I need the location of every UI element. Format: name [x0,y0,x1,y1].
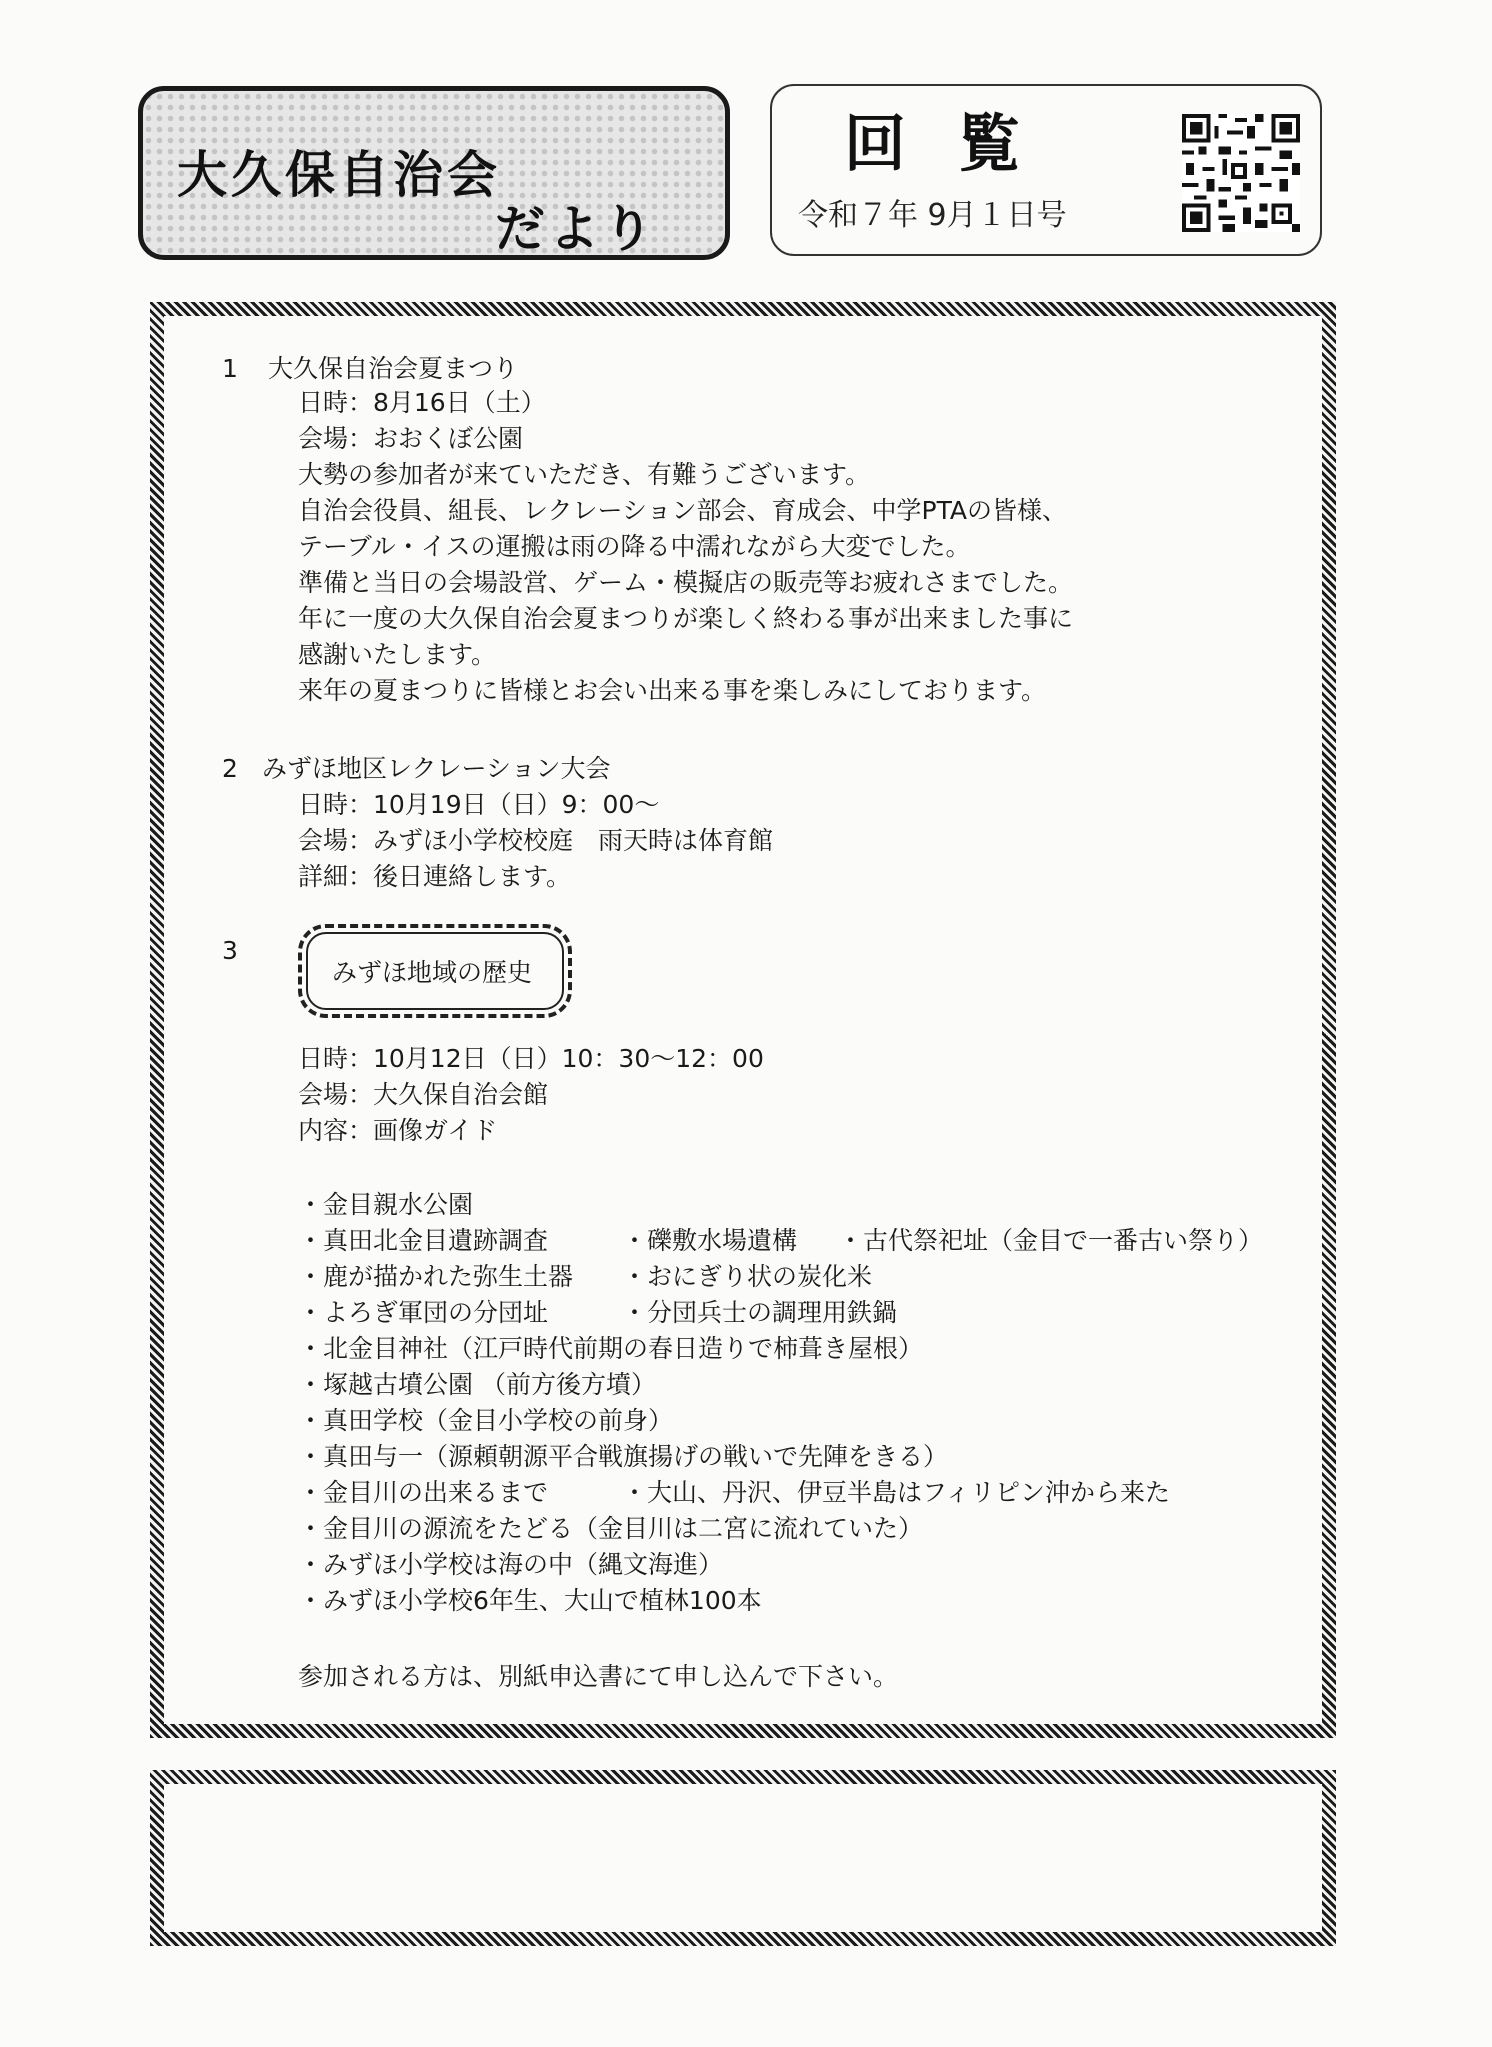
section3-line: 日時：10月12日（日）10：30～12：00 [298,1044,764,1073]
bullet-item: ・真田与一（源頼朝源平合戦旗揚げの戦いで先陣をきる） [298,1442,949,1471]
section1-line: 大勢の参加者が来ていただき、有難うございます。 [298,460,871,489]
bullet-item: ・みずほ小学校6年生、大山で植林100本 [298,1586,762,1615]
circulation-box [770,84,1322,256]
section3-title-box [298,924,572,1018]
section3-title: みずほ地域の歴史 [332,958,533,987]
section1-line: テーブル・イスの運搬は雨の降る中濡れながら大変でした。 [298,532,971,561]
bullet-item: ・よろぎ軍団の分団址 [298,1298,549,1327]
bullet-item: ・金目川の出来るまで [298,1478,549,1507]
circulate-label: 回覧 [844,107,1073,180]
bullet-item: ・金目川の源流をたどる（金目川は二宮に流れていた） [298,1514,924,1543]
section3-number: 3 [222,936,238,965]
section1-number: 1 [222,354,238,383]
section1-line: 会場：おおくぼ公園 [298,424,524,453]
bullet-item: ・みずほ小学校は海の中（縄文海進） [298,1550,724,1579]
bullet-item: ・大山、丹沢、伊豆半島はフィリピン沖から来た [622,1478,1171,1507]
section1-line: 準備と当日の会場設営、ゲーム・模擬店の販売等お疲れさまでした。 [298,568,1074,597]
bullet-item: ・礫敷水場遺構 [622,1226,798,1255]
newsletter-title-box [138,86,730,260]
issue-date: 令和７年 9月１日号 [798,198,1067,233]
section1-title: 大久保自治会夏まつり [268,354,519,383]
qr-code-icon [1182,114,1300,232]
bullet-item: ・金目親水公園 [298,1190,474,1219]
section2-line: 日時：10月19日（日）9：00～ [298,790,660,819]
section2-line: 会場：みずほ小学校校庭 雨天時は体育館 [298,826,774,855]
section2-number: 2 [222,754,238,783]
bullet-item: ・古代祭祀址（金目で一番古い祭り） [838,1226,1264,1255]
section1-line: 来年の夏まつりに皆様とお会い出来る事を楽しみにしております。 [298,676,1047,705]
section2-title: みずほ地区レクレーション大会 [262,754,611,783]
bullet-item: ・真田北金目遺跡調査 [298,1226,549,1255]
section2-line: 詳細：後日連絡します。 [298,862,572,891]
section1-line: 年に一度の大久保自治会夏まつりが楽しく終わる事が出来ました事に [298,604,1074,633]
newsletter-title-line1: 大久保自治会 [177,146,501,204]
bullet-item: ・塚越古墳公園 （前方後方墳） [298,1370,656,1399]
section3-line: 会場：大久保自治会館 [298,1080,549,1109]
bullet-item: ・真田学校（金目小学校の前身） [298,1406,674,1435]
section3-line: 内容：画像ガイド [298,1116,498,1145]
bullet-item: ・北金目神社（江戸時代前期の春日造りで柿葺き屋根） [298,1334,924,1363]
bullet-item: ・おにぎり状の炭化米 [622,1262,873,1291]
newsletter-title-line2: だより [495,200,657,258]
section1-line: 自治会役員、組長、レクレーション部会、育成会、中学PTAの皆様、 [298,496,1068,525]
bullet-item: ・鹿が描かれた弥生土器 [298,1262,574,1291]
section1-line: 日時：8月16日（土） [298,388,546,417]
bottom-empty-frame [150,1770,1336,1946]
bullet-item: ・分団兵士の調理用鉄鍋 [622,1298,898,1327]
section3-closing: 参加される方は、別紙申込書にて申し込んで下さい。 [298,1662,899,1691]
section1-line: 感謝いたします。 [298,640,497,669]
